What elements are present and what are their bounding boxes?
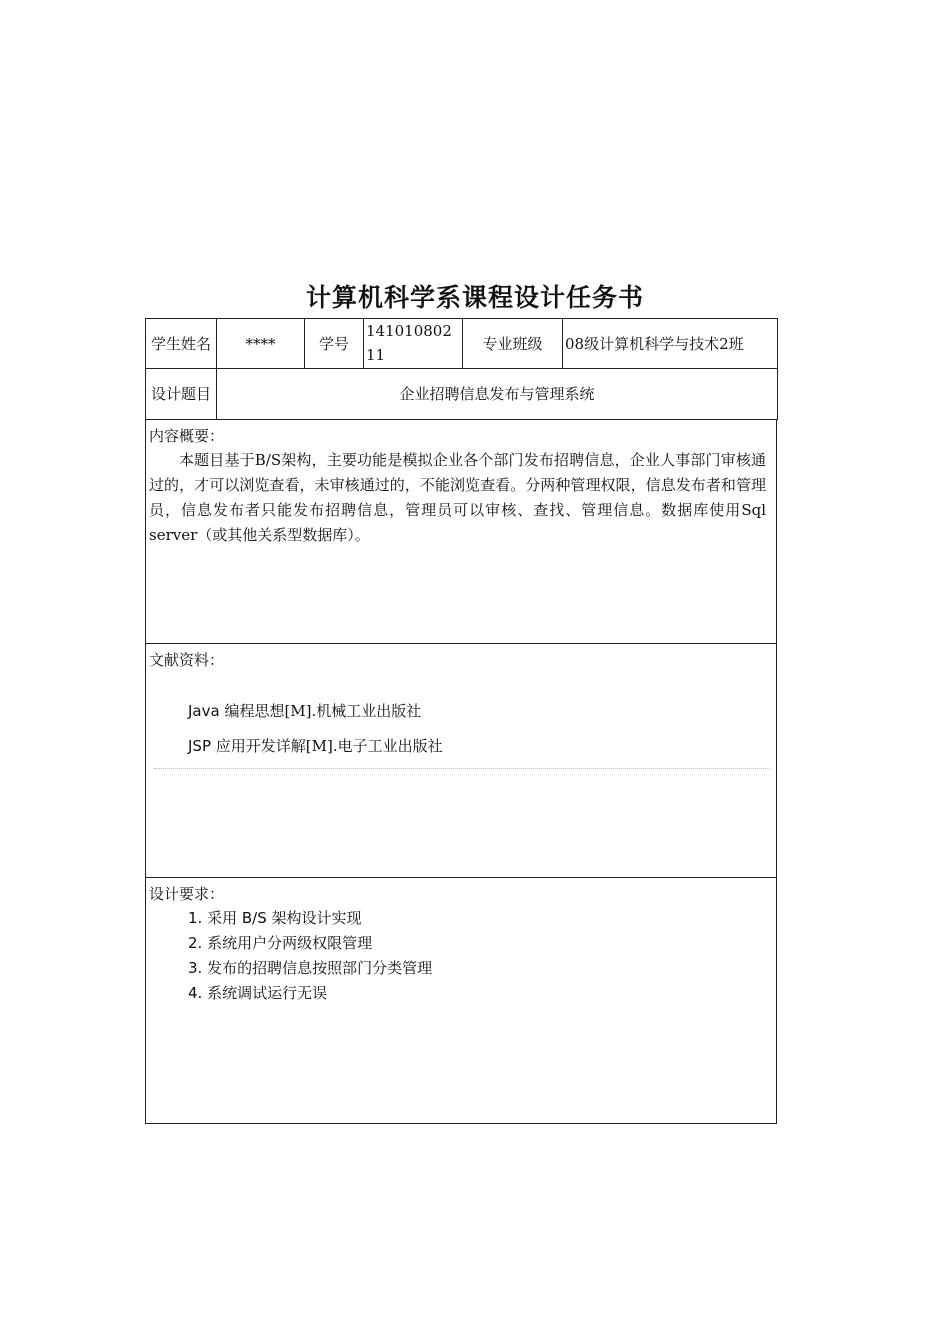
requirements-section <box>145 878 777 1124</box>
info-table <box>145 318 778 420</box>
topic-value: 企业招聘信息发布与管理系统 <box>217 369 778 420</box>
reference-item-lead: Java <box>188 702 220 720</box>
document-title: 计算机科学系课程设计任务书 <box>305 283 644 312</box>
student-id-value: 14101080211 <box>364 319 463 369</box>
topic-label: 设计题目 <box>146 369 217 420</box>
requirement-item-lead: 1. 采用 B/S <box>188 909 267 927</box>
requirement-list <box>146 906 776 1006</box>
requirement-item <box>188 906 776 931</box>
summary-text: 本题目基于B/S架构，主要功能是模拟企业各个部门发布招聘信息，企业人事部门审核通过的，才可以浏览查看，未审核通过的，不能浏览查看。分两种管理权限，信息发布者和管理员，信息发布者只能发布招聘信息，管理员可以审核、查找、管理信息。数据库使用Sql server（或其他关系型数据库）。 <box>149 451 766 544</box>
reference-item <box>188 729 776 764</box>
reference-item-rest: 应用开发详解[M].电子工业出版社 <box>211 737 443 755</box>
reference-item <box>188 694 776 729</box>
requirement-item <box>188 956 776 981</box>
reference-item-rest: 编程思想[M].机械工业出版社 <box>219 702 422 720</box>
name-value: **** <box>217 319 305 369</box>
dotted-divider <box>154 768 770 769</box>
requirement-item <box>188 931 776 956</box>
references-heading: 文献资料： <box>149 651 225 669</box>
requirement-item-lead: 3. <box>188 959 203 977</box>
requirement-item-rest: 系统调试运行无误 <box>202 984 328 1002</box>
student-id-label: 学号 <box>305 319 364 369</box>
requirement-item <box>188 981 776 1006</box>
reference-list <box>146 694 776 764</box>
name-label: 学生姓名 <box>146 319 217 369</box>
reference-item-lead: JSP <box>188 737 211 755</box>
requirement-item-rest: 系统用户分两级权限管理 <box>202 934 373 952</box>
major-label: 专业班级 <box>463 319 563 369</box>
requirement-item-lead: 4. <box>188 984 203 1002</box>
summary-section <box>145 420 777 644</box>
task-form <box>145 318 777 1124</box>
major-value: 08级计算机科学与技术2班 <box>563 319 778 369</box>
requirement-item-rest: 发布的招聘信息按照部门分类管理 <box>202 959 433 977</box>
references-section <box>145 644 777 878</box>
summary-heading: 内容概要： <box>149 427 225 445</box>
requirements-heading: 设计要求： <box>149 885 225 903</box>
requirement-item-lead: 2. <box>188 934 203 952</box>
requirement-item-rest: 架构设计实现 <box>266 909 362 927</box>
